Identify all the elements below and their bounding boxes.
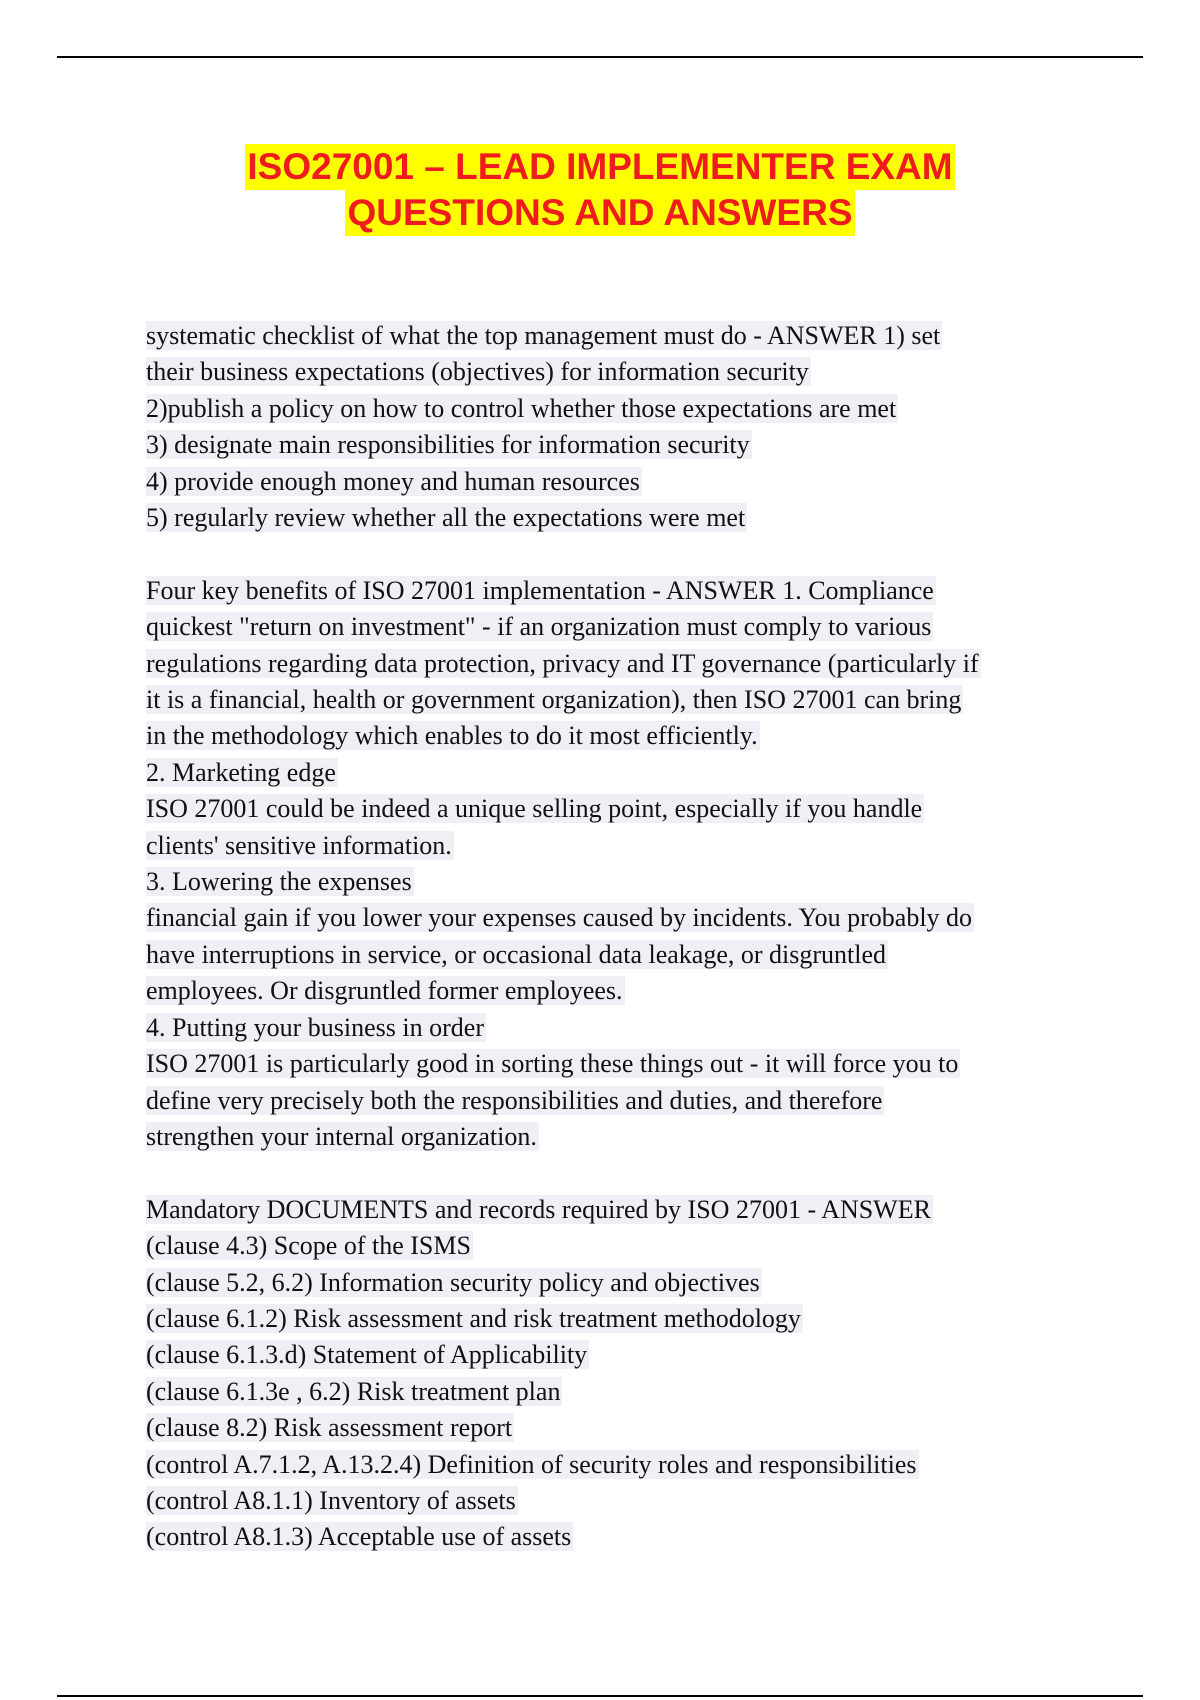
text-line: (clause 5.2, 6.2) Information security policy and objectives bbox=[146, 1267, 760, 1297]
text-line: 4. Putting your business in order bbox=[146, 1012, 484, 1042]
title-line-1: ISO27001 – LEAD IMPLEMENTER EXAM bbox=[245, 144, 954, 190]
qa-block-management-checklist bbox=[146, 318, 1086, 536]
text-line: ISO 27001 could be indeed a unique selling point, especially if you handle bbox=[146, 794, 923, 824]
text-line: 2)publish a policy on how to control whether those expectations are met bbox=[146, 393, 897, 423]
text-line: their business expectations (objectives) for information security bbox=[146, 357, 809, 387]
text-line: it is a financial, health or government organization), then ISO 27001 can bring bbox=[146, 685, 962, 715]
text-line: 2. Marketing edge bbox=[146, 757, 336, 787]
qa-block-key-benefits bbox=[146, 573, 1086, 1156]
text-line: define very precisely both the responsibilities and duties, and therefore bbox=[146, 1085, 883, 1115]
text-line: (clause 6.1.2) Risk assessment and risk treatment methodology bbox=[146, 1303, 801, 1333]
text-line: (clause 6.1.3.d) Statement of Applicability bbox=[146, 1340, 588, 1370]
text-line: (control A.7.1.2, A.13.2.4) Definition of security roles and responsibilities bbox=[146, 1449, 917, 1479]
text-line: regulations regarding data protection, privacy and IT governance (particularly if bbox=[146, 648, 979, 678]
title-line-2: QUESTIONS AND ANSWERS bbox=[345, 190, 854, 236]
text-line: systematic checklist of what the top management must do - ANSWER 1) set bbox=[146, 321, 941, 350]
text-line: 4) provide enough money and human resources bbox=[146, 466, 640, 496]
text-line: Mandatory DOCUMENTS and records required by ISO 27001 - ANSWER bbox=[146, 1194, 931, 1224]
text-line: clients' sensitive information. bbox=[146, 830, 452, 860]
text-line: strengthen your internal organization. bbox=[146, 1121, 537, 1151]
document-body bbox=[146, 318, 1086, 1556]
text-line: 3) designate main responsibilities for information security bbox=[146, 430, 750, 460]
text-line: Four key benefits of ISO 27001 implementation - ANSWER 1. Compliance bbox=[146, 575, 934, 605]
text-line: 5) regularly review whether all the expectations were met bbox=[146, 503, 746, 533]
bottom-rule bbox=[57, 1695, 1143, 1697]
text-line: (control A8.1.1) Inventory of assets bbox=[146, 1485, 516, 1515]
qa-block-mandatory-documents bbox=[146, 1192, 1086, 1556]
text-line: (clause 4.3) Scope of the ISMS bbox=[146, 1231, 471, 1261]
text-line: quickest "return on investment" - if an organization must comply to various bbox=[146, 612, 932, 642]
text-line: ISO 27001 is particularly good in sorting these things out - it will force you to bbox=[146, 1049, 959, 1079]
text-line: have interruptions in service, or occasional data leakage, or disgruntled bbox=[146, 939, 887, 969]
text-line: employees. Or disgruntled former employees. bbox=[146, 976, 623, 1006]
text-line: 3. Lowering the expenses bbox=[146, 867, 412, 897]
text-line: (clause 6.1.3e , 6.2) Risk treatment plan bbox=[146, 1376, 561, 1406]
top-rule bbox=[57, 56, 1143, 58]
document-title bbox=[0, 144, 1200, 236]
text-line: (clause 8.2) Risk assessment report bbox=[146, 1413, 513, 1443]
text-line: (control A8.1.3) Acceptable use of assets bbox=[146, 1522, 572, 1552]
text-line: financial gain if you lower your expenses caused by incidents. You probably do bbox=[146, 903, 973, 933]
text-line: in the methodology which enables to do it most efficiently. bbox=[146, 721, 758, 751]
